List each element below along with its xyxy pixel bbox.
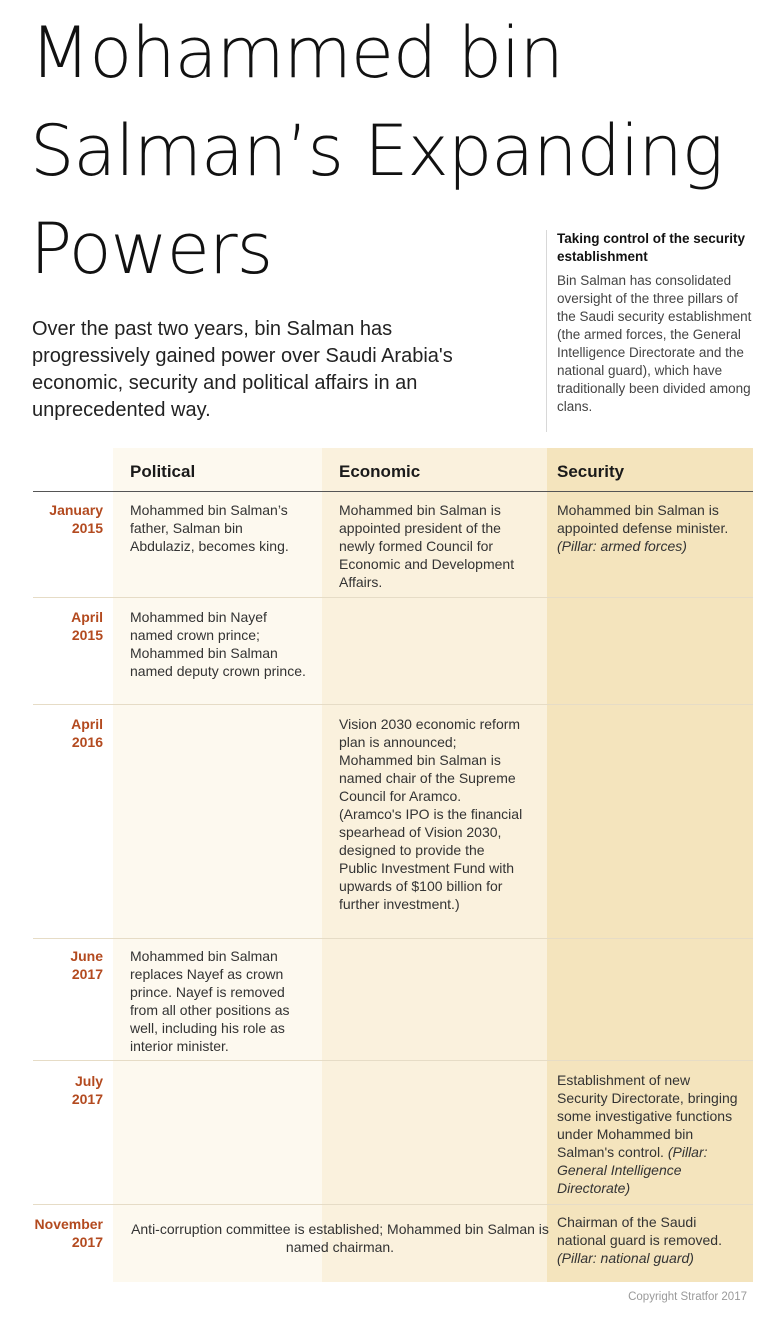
economic-cell: Vision 2030 economic reform plan is announced; Mohammed bin Salman is named chair of the Supreme Council for Aramco. (Aramco's IPO is the financial spearhead of Vision 2030, designed to provide the Public Investment Fund with upwards of $100 billion for further investment.) [339, 716, 523, 912]
row-date [20, 608, 103, 644]
column-header-security: Security [557, 462, 625, 481]
security-cell [557, 1213, 743, 1267]
column-header-political: Political [130, 462, 196, 481]
row-year: 2015 [71, 520, 103, 536]
row-month: November [34, 1216, 103, 1232]
security-text: Chairman of the Saudi national guard is removed. [557, 1214, 722, 1248]
economic-cell: Mohammed bin Salman is appointed president of the newly formed Council for Economic and Development Affairs. [339, 502, 515, 590]
row-year: 2017 [71, 966, 103, 982]
political-column-background [113, 448, 322, 1282]
row-divider [33, 597, 753, 598]
row-date [20, 1215, 103, 1251]
row-date [20, 715, 103, 751]
security-text: Establishment of new Security Directorate, bringing some investigative functions under Mohammed bin Salman's control. [557, 1072, 738, 1160]
row-month: January [49, 502, 103, 518]
row-date [20, 501, 103, 537]
row-month: April [71, 609, 103, 625]
row-date [20, 1072, 103, 1108]
column-header-economic: Economic [339, 462, 421, 481]
pillar-note: (Pillar: General Intelligence Directorate) [557, 1144, 708, 1196]
security-text: Mohammed bin Salman is appointed defense minister. [557, 502, 729, 536]
pillar-note: (Pillar: armed forces) [557, 538, 687, 554]
row-year: 2016 [71, 734, 103, 750]
header-divider [33, 491, 753, 492]
page-title: Mohammed bin Salman’s Expanding Powers [30, 12, 723, 290]
intro-paragraph: Over the past two years, bin Salman has progressively gained power over Saudi Arabia's economic, security and political affairs in an unprecedented way. [32, 318, 453, 421]
copyright-notice: Copyright Stratfor 2017 [628, 1291, 747, 1303]
political-cell: Mohammed bin Salman replaces Nayef as crown prince. Nayef is removed from all other positions as well, including his role as interior minister. [130, 948, 290, 1054]
security-cell [557, 501, 743, 555]
political-cell: Mohammed bin Nayef named crown prince; Mohammed bin Salman named deputy crown prince. [130, 609, 306, 679]
row-divider [33, 704, 753, 705]
row-divider [33, 1060, 753, 1061]
row-year: 2017 [71, 1234, 103, 1250]
political-cell: Mohammed bin Salman’s father, Salman bin Abdulaziz, becomes king. [130, 502, 289, 554]
row-year: 2017 [71, 1091, 103, 1107]
row-date [20, 947, 103, 983]
sidebar-note [546, 230, 754, 432]
row-divider [33, 1204, 753, 1205]
sidebar-heading: Taking control of the security establishment [557, 231, 746, 264]
political-economic-cell: Anti-corruption committee is established; Mohammed bin Salman is named chairman. [131, 1221, 549, 1255]
row-month: April [71, 716, 103, 732]
row-month: June [70, 948, 103, 964]
row-year: 2015 [71, 627, 103, 643]
security-cell [557, 1071, 743, 1197]
row-month: July [74, 1073, 103, 1089]
sidebar-body: Bin Salman has consolidated oversight of the three pillars of the Saudi security establishment (the armed forces, the General Intelligence Directorate and the national guard), which have traditionally been divided among clans. [557, 273, 752, 414]
row-divider [33, 938, 753, 939]
pillar-note: (Pillar: national guard) [557, 1250, 694, 1266]
